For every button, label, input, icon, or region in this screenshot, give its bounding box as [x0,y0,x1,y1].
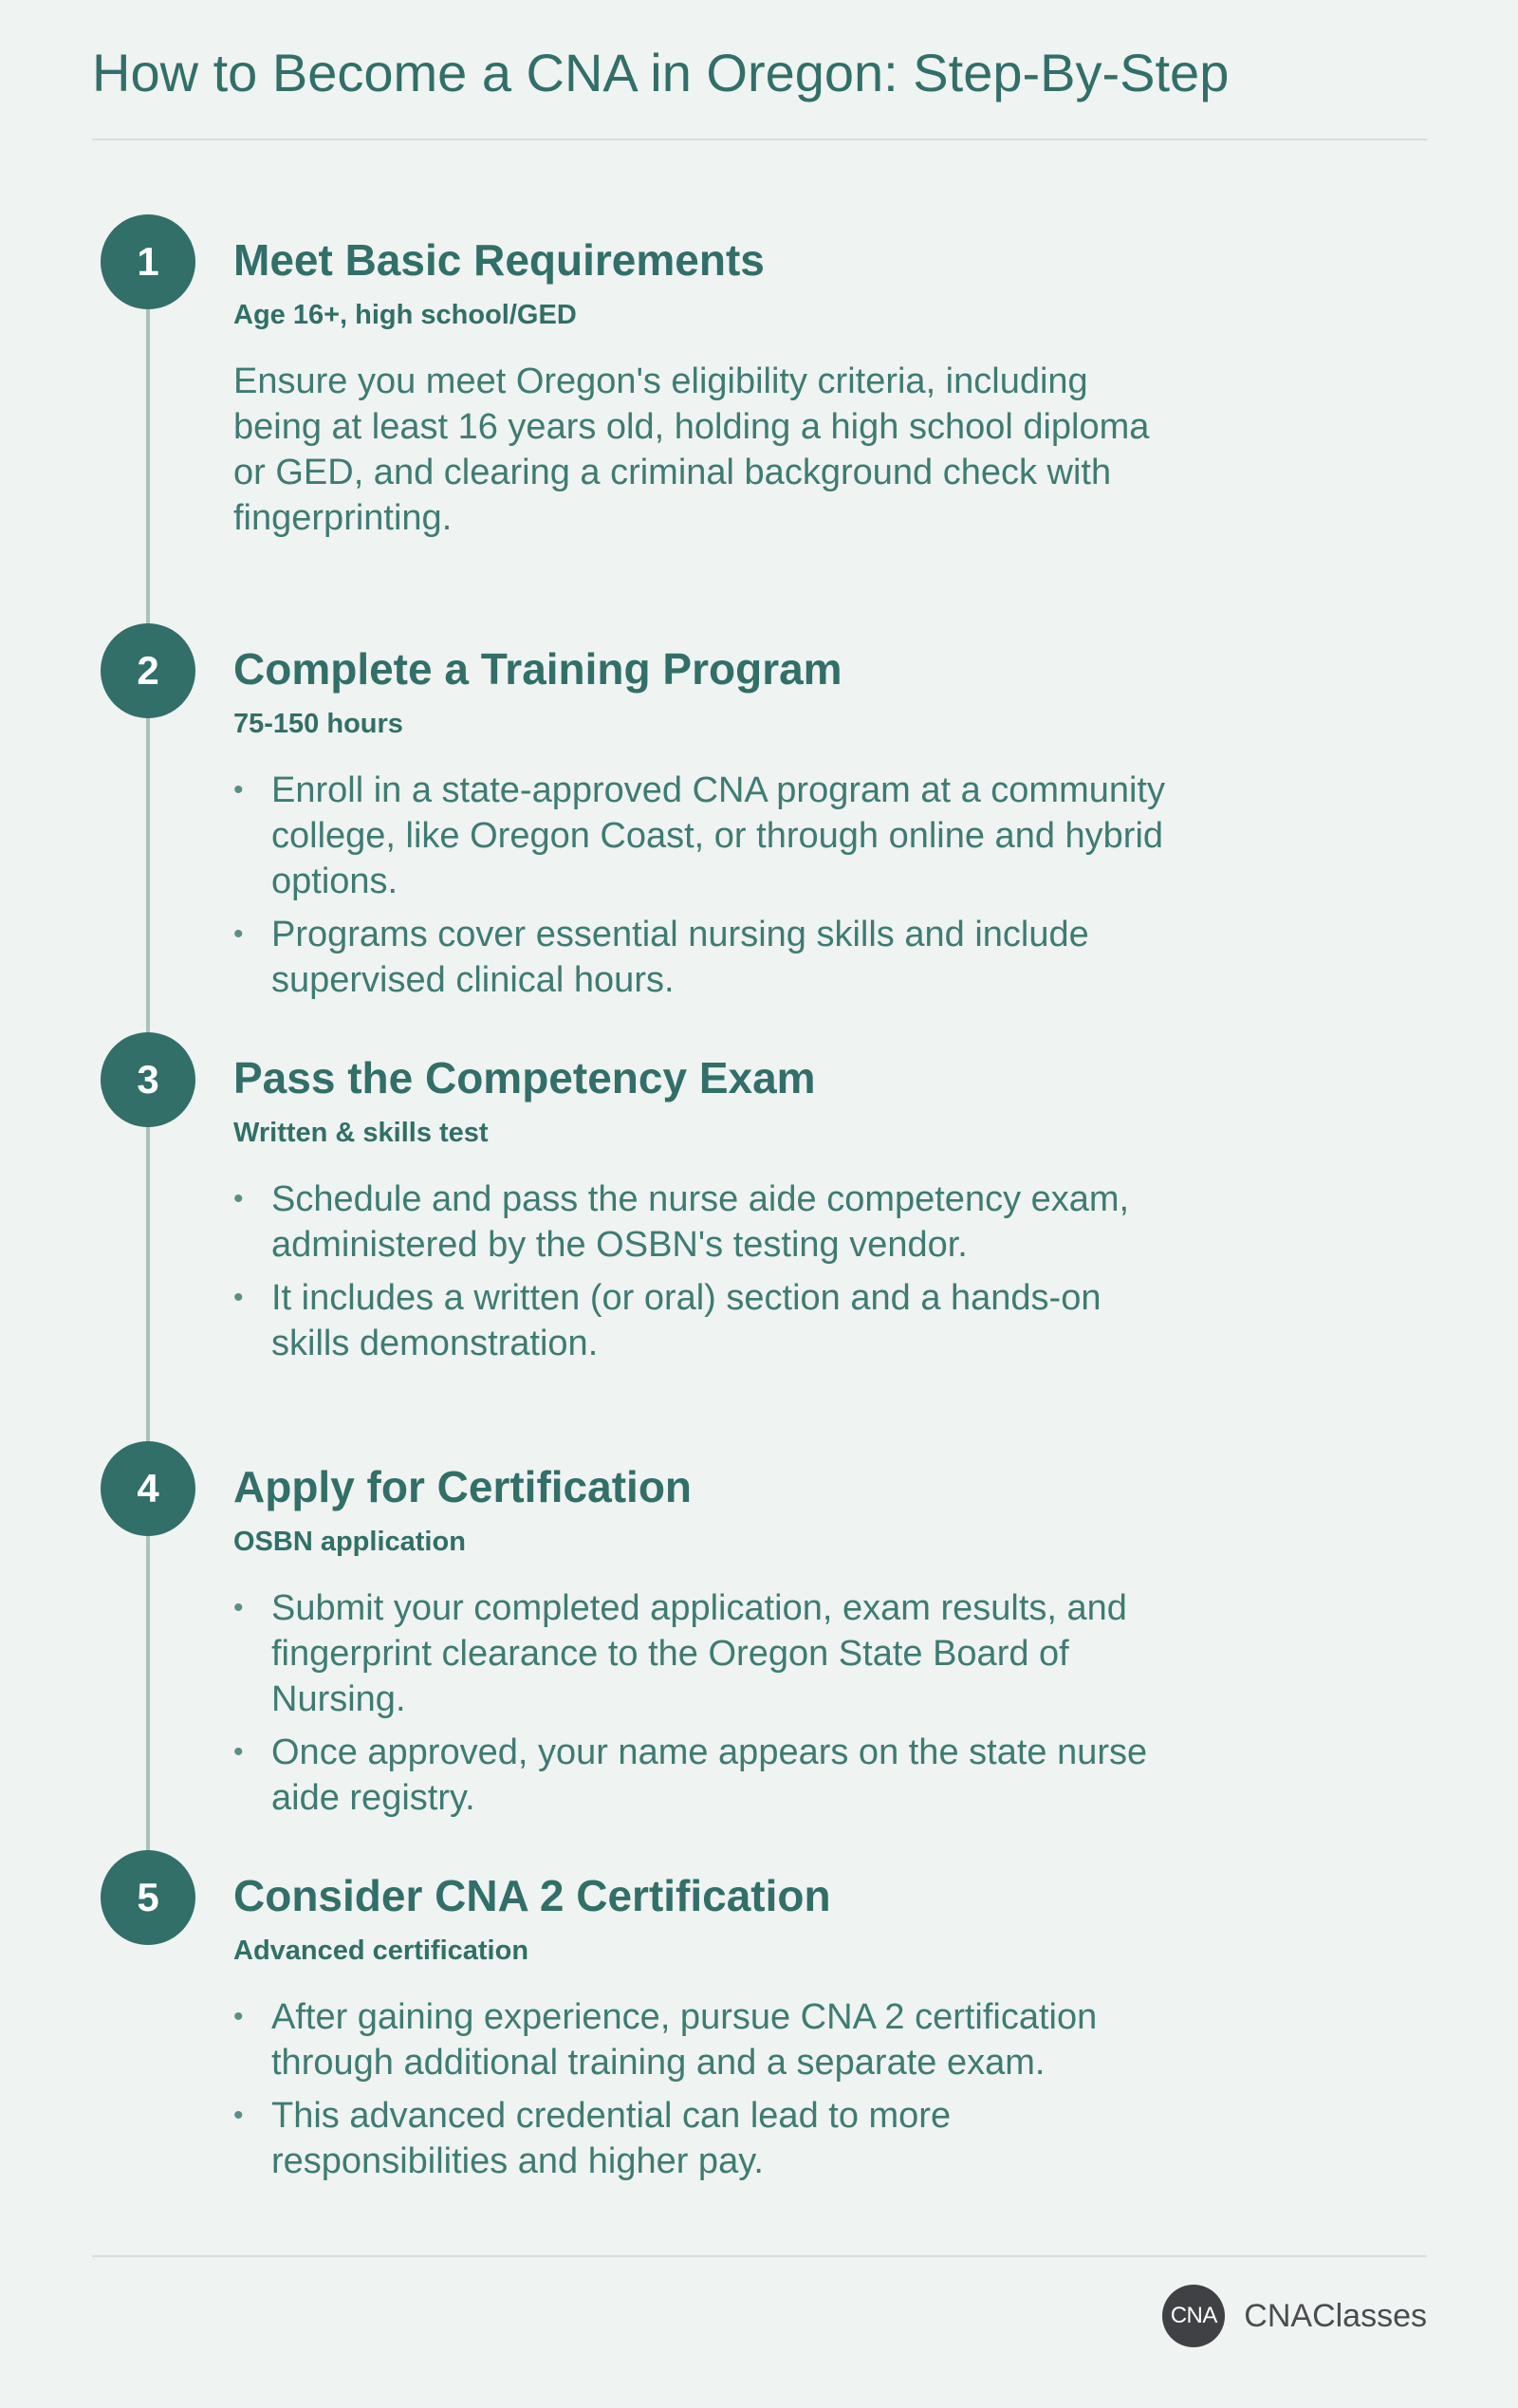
list-item [233,1585,1182,1722]
step-number-badge: 5 [101,1850,195,1945]
step-content [233,1460,1182,1828]
footer-brand [1162,2285,1427,2347]
step-description: Ensure you meet Oregon's eligibility criteria, including being at least 16 years old, holding a high school diploma or GED, and clearing a criminal background check with fingerprinting. [233,361,1150,538]
step-subtitle: Advanced certification [233,1936,529,1966]
step-bullet-list [233,1585,1182,1821]
bullet-text: After gaining experience, pursue CNA 2 certification through additional training and a separate exam. [271,1997,1098,2083]
step-bullet-list [233,1994,1182,2184]
bullet-icon: • [233,2001,244,2032]
step-bullet-list [233,768,1182,1003]
bullet-text: Schedule and pass the nurse aide competency exam, administered by the OSBN's testing vendor. [271,1179,1130,1265]
list-item [233,1730,1182,1821]
bullet-text: Programs cover essential nursing skills and include supervised clinical hours. [271,915,1089,1000]
bullet-text: Once approved, your name appears on the state nurse aide registry. [271,1732,1148,1818]
step-title: Pass the Competency Exam [233,1053,816,1102]
step-content [233,233,1182,541]
step-title: Complete a Training Program [233,644,842,694]
step-title: Consider CNA 2 Certification [233,1871,831,1920]
bullet-icon: • [233,1183,244,1214]
bullet-icon: • [233,2100,244,2131]
bullet-icon: • [233,1592,244,1623]
step-content [233,642,1182,1010]
step-title: Apply for Certification [233,1462,693,1511]
list-item [233,1275,1182,1366]
step-subtitle: OSBN application [233,1527,466,1557]
step-number-badge: 3 [101,1032,195,1127]
list-item [233,768,1182,904]
bullet-icon: • [233,918,244,950]
brand-logo: CNA [1162,2285,1225,2347]
brand-name: CNAClasses [1244,2297,1427,2334]
step-subtitle: 75-150 hours [233,709,403,739]
step-content [233,1869,1182,2192]
step-bullet-list [233,1176,1182,1366]
list-item [233,1176,1182,1268]
bullet-icon: • [233,774,244,806]
bullet-icon: • [233,1282,244,1313]
step-number-badge: 1 [101,214,195,309]
bullet-text: Enroll in a state-approved CNA program at a community college, like Oregon Coast, or through online and hybrid options. [271,770,1165,901]
step-content [233,1051,1182,1374]
page-title: How to Become a CNA in Oregon: Step-By-Step [92,43,1230,102]
bullet-icon: • [233,1736,244,1768]
list-item [233,2093,1182,2184]
list-item [233,1994,1182,2085]
bullet-text: Submit your completed application, exam results, and fingerprint clearance to the Oregon State Board of Nursing. [271,1588,1127,1719]
footer-divider [92,2255,1427,2257]
step-subtitle: Age 16+, high school/GED [233,300,577,330]
title-divider [92,139,1427,140]
bullet-text: This advanced credential can lead to more responsibilities and higher pay. [271,2096,952,2181]
step-number-badge: 4 [101,1441,195,1536]
step-number-badge: 2 [101,623,195,718]
step-title: Meet Basic Requirements [233,235,765,285]
bullet-text: It includes a written (or oral) section and a hands-on skills demonstration. [271,1278,1101,1363]
list-item [233,912,1182,1003]
step-subtitle: Written & skills test [233,1118,489,1148]
